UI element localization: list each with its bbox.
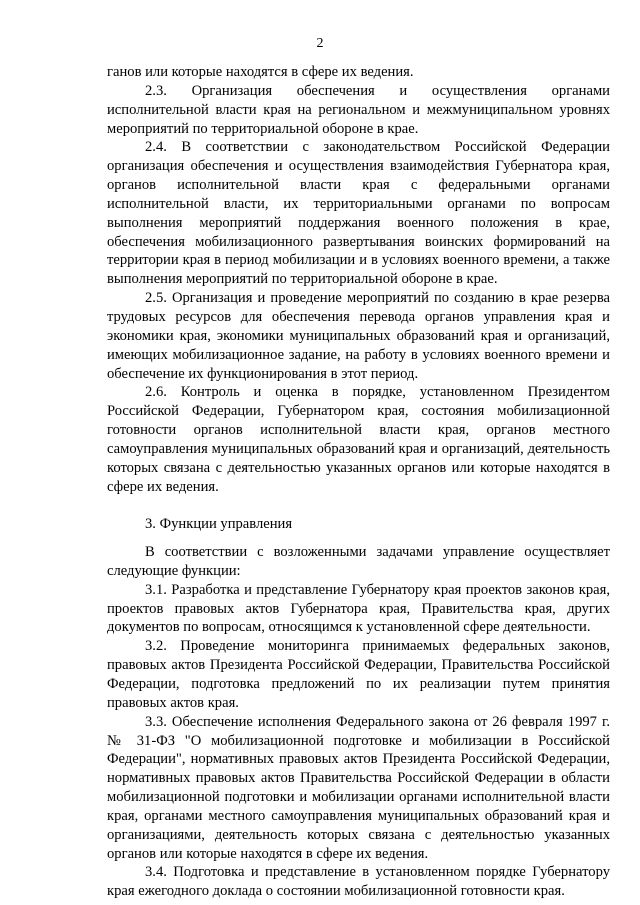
paragraph: 2.4. В соответствии с законодательством Российской Федерации организация обеспечения и осуществления взаимодействия Губернатора края, органов исполнительной власти края с федеральными органами исполнительной власти, их территориальными органами по вопросам выполнения мероприятий поддержания военного положения в крае, обеспечения мобилизационного развертывания воинских формирований на территории края в период мобилизации и в условиях военного времени, а также выполнения мероприятий по территориальной обороне в крае. xyxy=(107,139,610,288)
paragraph: В соответствии с возложенными задачами управление осуществляет следующие функции: xyxy=(107,544,610,579)
paragraph: 3.1. Разработка и представление Губернатору края проектов законов края, проектов правовых актов Губернатора края, Правительства края, других документов по вопросам, относящимся к установленной сфере деятельности. xyxy=(107,581,610,636)
paragraph: 2.5. Организация и проведение мероприятий по созданию в крае резерва трудовых ресурсов для обеспечения перевода органов управления края и экономики края, экономики муниципальных образований края и организаций, имеющих мобилизационное задание, на работу в условиях военного времени и обеспечение их функционирования в этот период. xyxy=(107,290,610,382)
paragraph: 2.3. Организация обеспечения и осуществления органами исполнительной власти края на региональном и межмуниципальном уровнях мероприятий по территориальной обороне в крае. xyxy=(107,82,610,137)
section-heading: 3. Функции управления xyxy=(145,516,293,533)
paragraph: 3.2. Проведение мониторинга принимаемых федеральных законов, правовых актов Президента Российской Федерации, Правительства Российской Федерации, подготовка предложений по их реализации путем принятия правовых актов края. xyxy=(107,638,610,711)
paragraph: 2.6. Контроль и оценка в порядке, установленном Президентом Российской Федерации, Губернатором края, состояния мобилизационной готовности органов исполнительной власти края, органов местного самоуправления муниципальных образований края и организаций, деятельность которых связана с деятельностью указанных органов или которые находятся в сфере их ведения. xyxy=(107,384,610,495)
page-number: 2 xyxy=(316,36,324,51)
paragraph: 3.3. Обеспечение исполнения Федерального закона от 26 февраля 1997 г. № 31-ФЗ "О мобилизационной подготовке и мобилизации в Российской Федерации", нормативных правовых актов Президента Российской Федерации, нормативных правовых актов Правительства Российской Федерации в области мобилизационной подготовки и мобилизации органами исполнительной власти края, органами местного самоуправления муниципальных образований края и организациями, деятельность которых связана с деятельностью указанных органов или которые находятся в сфере их ведения. xyxy=(107,713,610,862)
document-body xyxy=(107,63,610,901)
paragraph: ганов или которые находятся в сфере их ведения. xyxy=(107,64,414,80)
paragraph: 3.4. Подготовка и представление в установленном порядке Губернатору края ежегодного доклада о состоянии мобилизационной готовности края. xyxy=(107,864,610,900)
